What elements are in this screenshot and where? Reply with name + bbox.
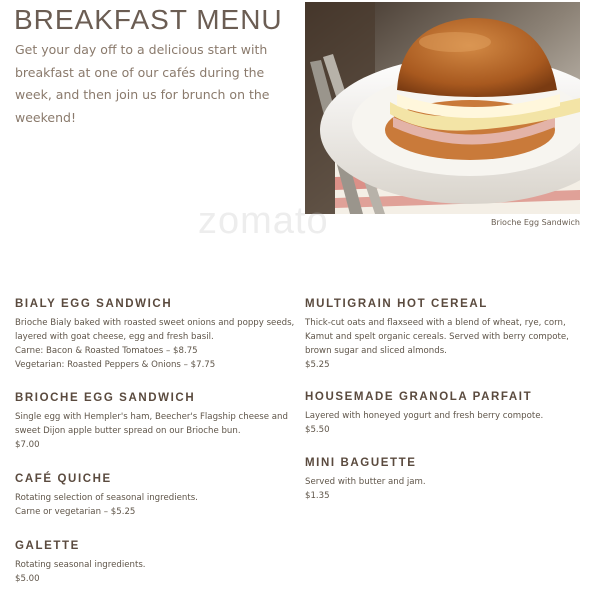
item-description [305, 409, 585, 437]
menu-item [15, 471, 295, 519]
item-price: $5.25 [305, 360, 330, 370]
menu-item [305, 455, 585, 503]
menu-item [305, 389, 585, 437]
item-description [305, 316, 585, 372]
item-name: GALETTE [15, 540, 80, 552]
item-name: MINI BAGUETTE [305, 457, 417, 469]
item-line: Rotating seasonal ingredients. [15, 560, 146, 570]
item-description [15, 316, 295, 372]
item-line: Thick-cut oats and flaxseed with a blend of wheat, rye, corn, Kamut and spelt organic cereals. Served with berry compote, brown sugar and sliced almonds. [305, 318, 569, 356]
item-description [15, 410, 295, 452]
item-line: Layered with honeyed yogurt and fresh berry compote. [305, 411, 544, 421]
item-name: MULTIGRAIN HOT CEREAL [305, 298, 488, 310]
item-description [15, 558, 295, 586]
page-title: BREAKFAST MENU [14, 4, 283, 35]
sandwich-photo [305, 2, 580, 214]
photo-caption: Brioche Egg Sandwich [491, 218, 580, 227]
item-price: $7.00 [15, 440, 40, 450]
sandwich-illustration [305, 2, 580, 214]
item-description [15, 491, 295, 519]
item-name: BIALY EGG SANDWICH [15, 298, 173, 310]
item-line: Brioche Bialy baked with roasted sweet onions and poppy seeds, layered with goat cheese, egg and fresh basil. [15, 318, 295, 342]
item-price: $5.00 [15, 574, 40, 584]
item-line: Single egg with Hempler's ham, Beecher's Flagship cheese and sweet Dijon apple butter spread on our Brioche bun. [15, 412, 288, 436]
menu-column-left [15, 296, 295, 586]
item-line: Served with butter and jam. [305, 477, 426, 487]
item-line: Carne or vegetarian – $5.25 [15, 507, 136, 517]
menu-item [15, 390, 295, 452]
item-price: $5.50 [305, 425, 330, 435]
menu-item [15, 296, 295, 372]
item-price: $1.35 [305, 491, 330, 501]
item-name: BRIOCHE EGG SANDWICH [15, 392, 196, 404]
item-name: HOUSEMADE GRANOLA PARFAIT [305, 391, 533, 403]
menu-item [305, 296, 585, 372]
watermark: zomato [198, 200, 329, 242]
menu-item [15, 538, 295, 586]
item-name: CAFÉ QUICHE [15, 473, 112, 485]
item-line: Vegetarian: Roasted Peppers & Onions – $7.75 [15, 360, 216, 370]
item-description [305, 475, 585, 503]
item-line: Rotating selection of seasonal ingredients. [15, 493, 198, 503]
menu-column-right [305, 296, 585, 503]
item-line: Carne: Bacon & Roasted Tomatoes – $8.75 [15, 346, 198, 356]
intro-text: Get your day off to a delicious start with breakfast at one of our cafés during the week, and then join us for brunch on the weekend! [15, 42, 270, 125]
